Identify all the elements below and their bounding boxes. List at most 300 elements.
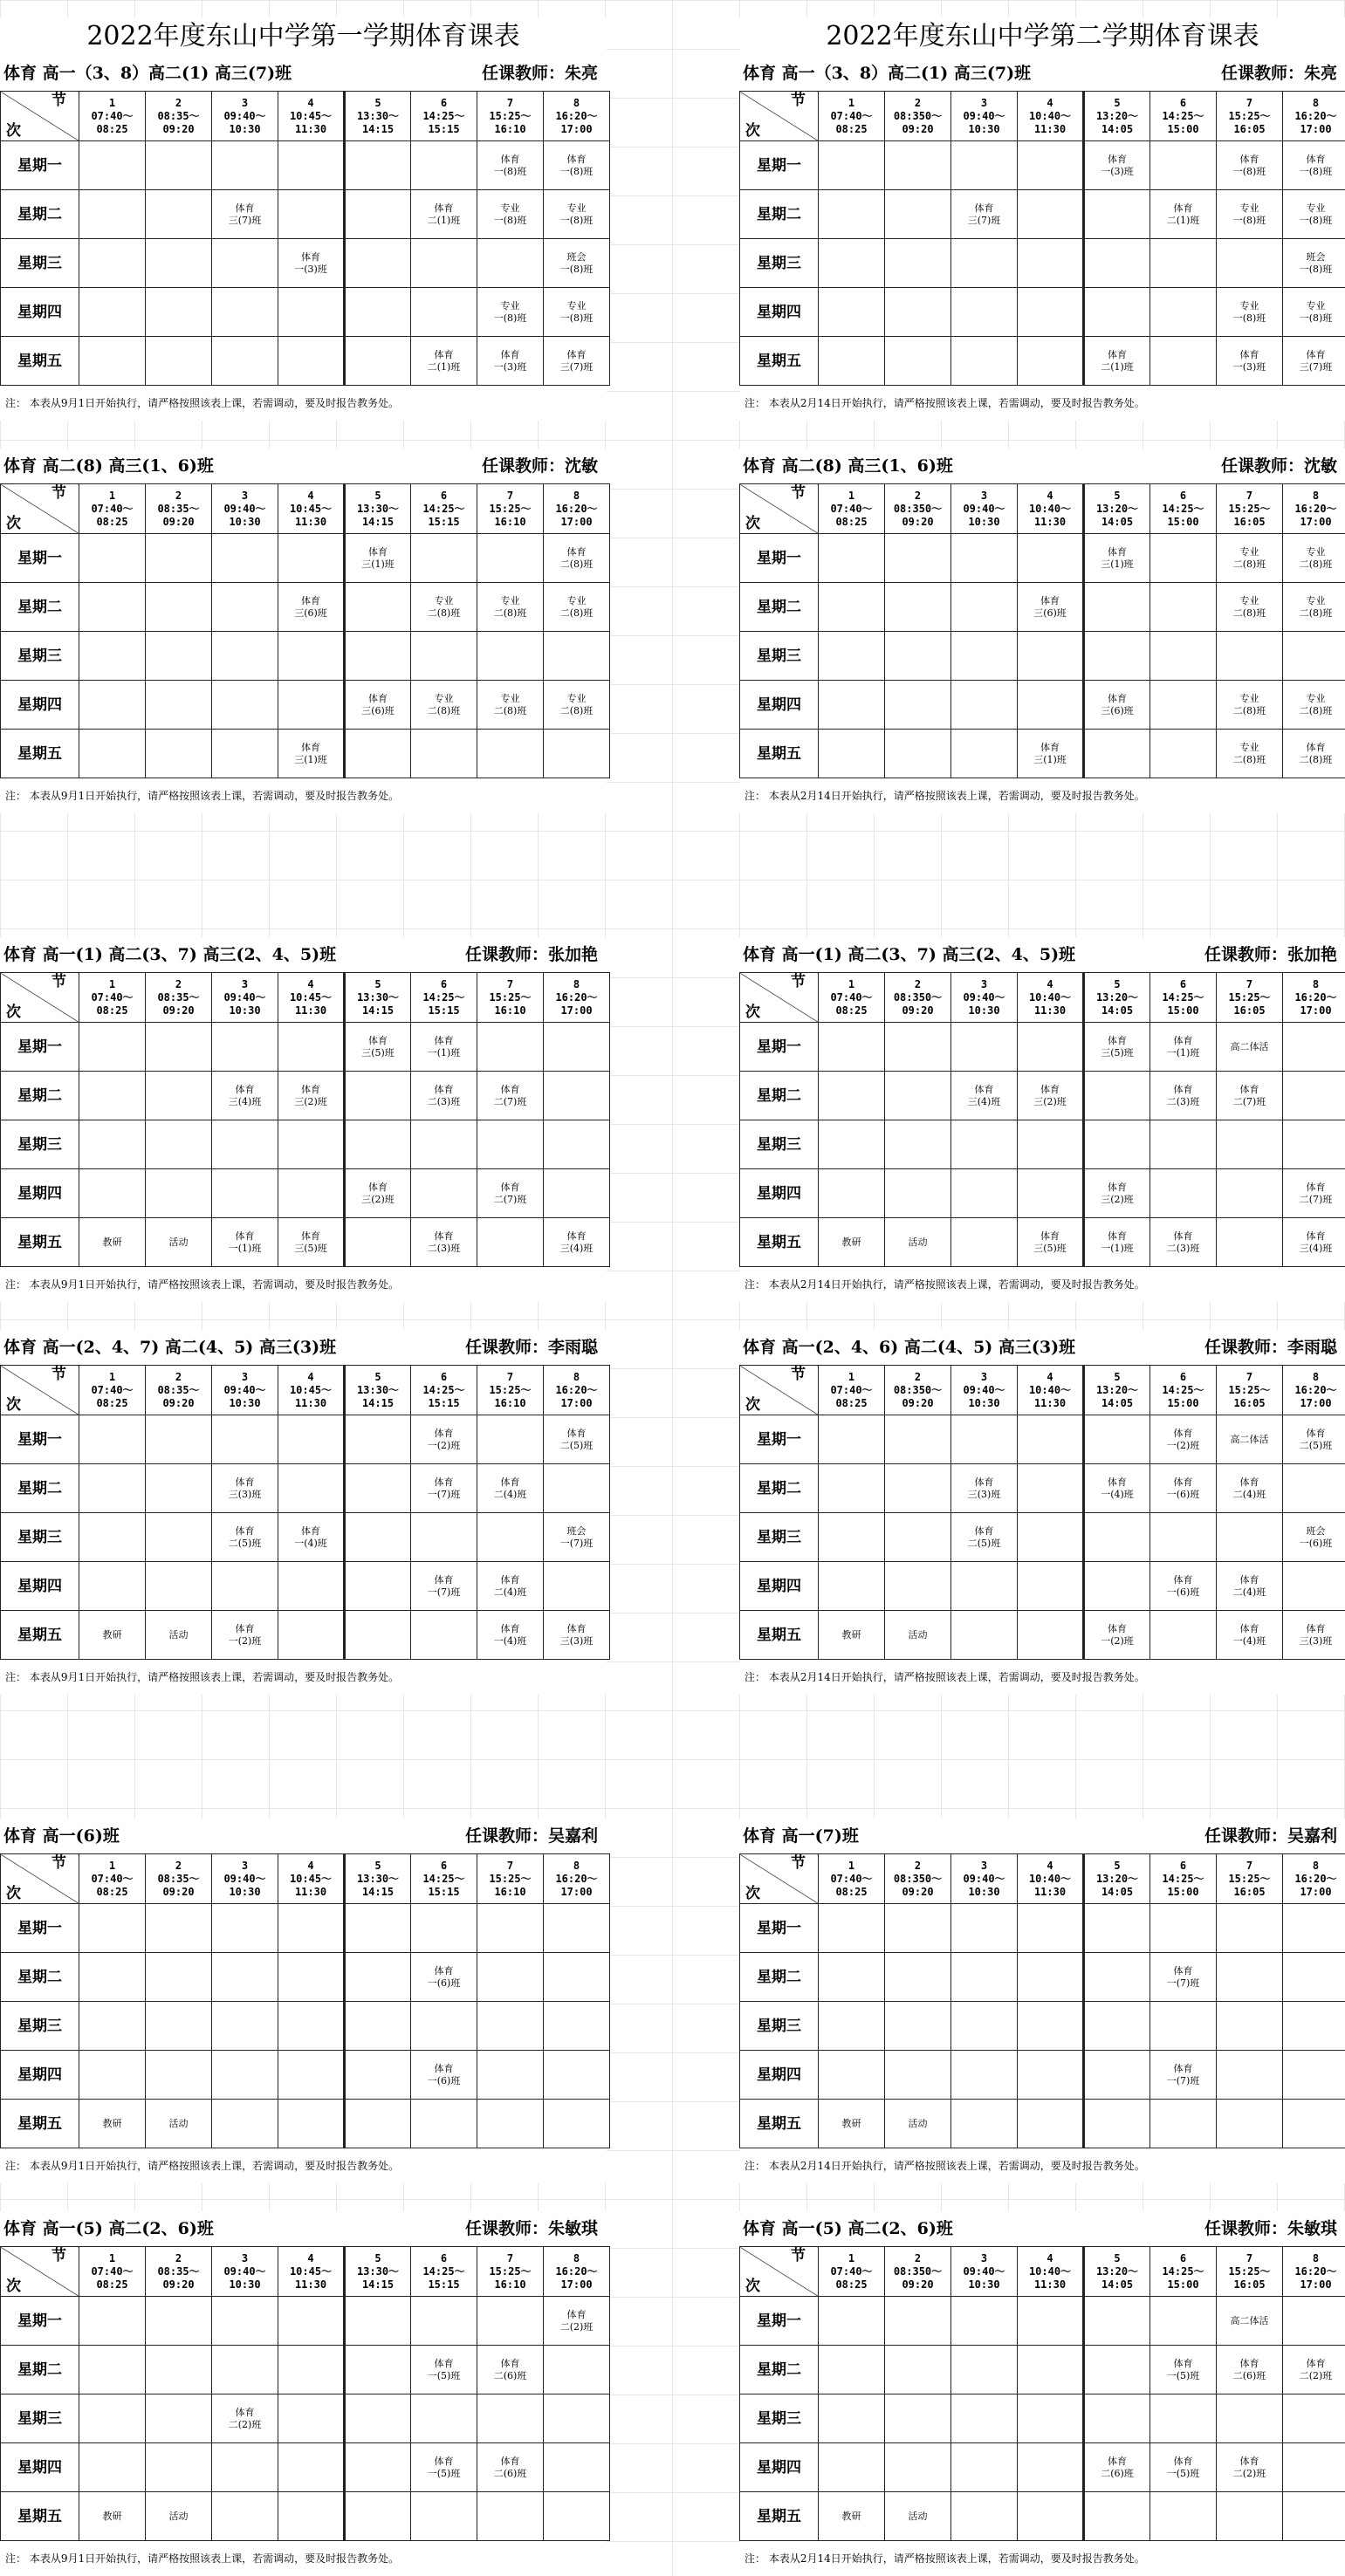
lesson-cell [819, 1953, 885, 2002]
corner-day-label: 次 [745, 1399, 760, 1412]
schedule-block [739, 1819, 1345, 2183]
lesson-cell [1018, 1023, 1084, 1072]
lesson-cell [885, 730, 951, 778]
period-header [1084, 92, 1150, 141]
lesson-cell [345, 1513, 411, 1562]
lesson-cell [1150, 288, 1217, 337]
lesson-cell [146, 681, 212, 730]
period-number: 8 [1283, 1860, 1345, 1873]
lesson-cell [146, 2297, 212, 2346]
lesson-cell: 体育 一(2)班 [212, 1611, 278, 1660]
lesson-cell [544, 1464, 610, 1513]
lesson-cell [951, 1023, 1018, 1072]
schedule-block [0, 1819, 607, 2183]
period-time: 15:25～ 16:10 [477, 1873, 543, 1899]
period-number: 4 [278, 490, 343, 503]
lesson-cell [1283, 2492, 1345, 2541]
corner-period-label: 节 [51, 94, 66, 107]
lesson-cell [79, 1120, 146, 1169]
lesson-cell [79, 681, 146, 730]
period-header [819, 2247, 885, 2297]
day-row [1, 1218, 610, 1267]
lesson-cell [819, 288, 885, 337]
period-time: 08:35～ 09:20 [146, 2265, 211, 2292]
lesson-cell [278, 141, 345, 190]
timetable [0, 91, 610, 386]
lesson-cell [278, 1120, 345, 1169]
lesson-cell: 体育 二(1)班 [1150, 190, 1217, 239]
period-header [278, 484, 345, 534]
lesson-cell [477, 730, 544, 778]
day-row [740, 1415, 1345, 1464]
schedule-note: 注： 本表从9月1日开始执行，请严格按照该表上课，若需调动，要及时报告教务处。 [0, 386, 607, 421]
lesson-cell [1283, 1023, 1345, 1072]
lesson-cell: 专业 二(8)班 [411, 583, 477, 632]
lesson-cell: 活动 [146, 2492, 212, 2541]
class-list: 体育 高一(6)班 [3, 1819, 120, 1853]
lesson-cell: 体育 一(3)班 [1217, 337, 1283, 386]
corner-period-label: 节 [791, 976, 806, 989]
teacher-name: 任课教师：吴嘉利 [1204, 1819, 1337, 1853]
period-number: 2 [885, 2252, 950, 2265]
lesson-cell [79, 2443, 146, 2492]
period-header [477, 1854, 544, 1904]
period-number: 2 [885, 1371, 950, 1384]
day-row [1, 1562, 610, 1611]
period-number: 8 [1283, 978, 1345, 991]
day-row [740, 239, 1345, 288]
period-number: 3 [951, 978, 1017, 991]
period-number: 8 [1283, 490, 1345, 503]
period-header [477, 92, 544, 141]
period-time: 13:30～ 14:15 [346, 991, 410, 1017]
lesson-cell: 班会 一(8)班 [544, 239, 610, 288]
day-label: 星期四 [1, 1169, 79, 1218]
lesson-cell: 体育 二(3)班 [411, 1072, 477, 1120]
lesson-cell [1018, 1464, 1084, 1513]
lesson-cell [1150, 681, 1217, 730]
lesson-cell [1018, 2394, 1084, 2443]
day-label: 星期二 [1, 1464, 79, 1513]
period-time: 10:45～ 11:30 [278, 110, 343, 136]
day-row [740, 1562, 1345, 1611]
period-time: 14:25～ 15:15 [411, 2265, 477, 2292]
lesson-cell [819, 190, 885, 239]
period-header-row [1, 2247, 610, 2297]
period-time: 14:25～ 15:00 [1150, 991, 1216, 1017]
lesson-cell [146, 730, 212, 778]
sheet-title: 2022年度东山中学第二学期体育课表 [739, 17, 1345, 56]
lesson-cell [1084, 2492, 1150, 2541]
lesson-cell [544, 1023, 610, 1072]
lesson-cell: 体育 一(8)班 [544, 141, 610, 190]
period-header [1084, 1854, 1150, 1904]
day-row [740, 2297, 1345, 2346]
period-time: 10:45～ 11:30 [278, 1384, 343, 1410]
lesson-cell [212, 1415, 278, 1464]
lesson-cell [212, 1904, 278, 1953]
period-time: 13:30～ 14:15 [346, 110, 410, 136]
period-number: 4 [278, 2252, 343, 2265]
lesson-cell [345, 2051, 411, 2100]
lesson-cell: 体育 一(3)班 [477, 337, 544, 386]
period-header-row [1, 484, 610, 534]
corner-day-label: 次 [6, 1887, 21, 1901]
period-number: 6 [411, 490, 477, 503]
period-header-row [1, 1854, 610, 1904]
lesson-cell [544, 2100, 610, 2148]
corner-day-label: 次 [745, 125, 760, 138]
lesson-cell [819, 2051, 885, 2100]
lesson-cell: 专业 二(8)班 [1283, 583, 1345, 632]
day-row [1, 2394, 610, 2443]
period-header [1217, 92, 1283, 141]
period-number: 8 [544, 978, 609, 991]
period-header [1084, 973, 1150, 1023]
period-number: 7 [477, 2252, 543, 2265]
day-row [740, 2051, 1345, 2100]
lesson-cell [278, 2346, 345, 2394]
lesson-cell [951, 1562, 1018, 1611]
lesson-cell [1084, 1562, 1150, 1611]
day-row [740, 1464, 1345, 1513]
period-number: 7 [477, 1371, 543, 1384]
lesson-cell [212, 239, 278, 288]
period-number: 8 [544, 2252, 609, 2265]
lesson-cell [1283, 2002, 1345, 2051]
day-row [740, 1023, 1345, 1072]
schedule-note: 注： 本表从9月1日开始执行，请严格按照该表上课，若需调动，要及时报告教务处。 [0, 1660, 607, 1695]
lesson-cell [885, 1562, 951, 1611]
lesson-cell [1150, 1120, 1217, 1169]
period-number: 6 [1150, 490, 1216, 503]
class-list: 体育 高一(2、4、6) 高二(4、5) 高三(3)班 [743, 1330, 1075, 1365]
lesson-cell: 体育 二(6)班 [477, 2443, 544, 2492]
period-number: 4 [1018, 2252, 1082, 2265]
lesson-cell: 体育 三(6)班 [345, 681, 411, 730]
corner-period-label: 节 [791, 1857, 806, 1870]
lesson-cell: 体育 一(1)班 [411, 1023, 477, 1072]
period-header [1217, 2247, 1283, 2297]
period-number: 2 [885, 978, 950, 991]
lesson-cell [819, 534, 885, 583]
day-row [1, 1023, 610, 1072]
lesson-cell [819, 681, 885, 730]
lesson-cell: 体育 二(1)班 [411, 337, 477, 386]
lesson-cell [1084, 1072, 1150, 1120]
period-number: 7 [1217, 2252, 1282, 2265]
period-time: 08:35～ 09:20 [146, 1873, 211, 1899]
day-row [740, 1218, 1345, 1267]
period-header [345, 1366, 411, 1415]
period-number: 1 [819, 1371, 884, 1384]
lesson-cell: 体育 二(6)班 [1217, 2346, 1283, 2394]
timetable [0, 483, 610, 778]
period-header [411, 1366, 477, 1415]
lesson-cell [819, 1904, 885, 1953]
corner-period-label: 节 [51, 976, 66, 989]
corner-period-label: 节 [791, 94, 806, 107]
period-number: 2 [146, 978, 211, 991]
period-number: 1 [79, 1371, 145, 1384]
class-list: 体育 高一（3、8）高二(1) 高三(7)班 [3, 56, 292, 91]
lesson-cell [212, 2002, 278, 2051]
day-row [1, 2346, 610, 2394]
period-header [1217, 973, 1283, 1023]
day-row [740, 1072, 1345, 1120]
period-time: 10:40～ 11:30 [1018, 991, 1082, 1017]
period-time: 16:20～ 17:00 [1283, 991, 1345, 1017]
lesson-cell: 体育 二(2)班 [212, 2394, 278, 2443]
period-time: 15:25～ 16:05 [1217, 1384, 1282, 1410]
lesson-cell [477, 1023, 544, 1072]
lesson-cell [146, 2346, 212, 2394]
schedule-block [739, 56, 1345, 421]
lesson-cell [345, 1218, 411, 1267]
day-label: 星期三 [740, 239, 819, 288]
lesson-cell [146, 141, 212, 190]
lesson-cell [819, 1023, 885, 1072]
period-header [951, 2247, 1018, 2297]
period-number: 4 [278, 97, 343, 110]
lesson-cell [411, 2394, 477, 2443]
day-row [1, 2443, 610, 2492]
lesson-cell [1018, 1904, 1084, 1953]
day-label: 星期四 [740, 1562, 819, 1611]
block-header [0, 2211, 607, 2246]
period-time: 14:25～ 15:15 [411, 991, 477, 1017]
lesson-cell [1018, 239, 1084, 288]
day-row [740, 1513, 1345, 1562]
day-label: 星期四 [740, 288, 819, 337]
day-label: 星期四 [1, 288, 79, 337]
period-header [1150, 1854, 1217, 1904]
day-label: 星期三 [740, 2394, 819, 2443]
period-header-row [1, 92, 610, 141]
schedule-block [739, 937, 1345, 1302]
lesson-cell: 体育 三(7)班 [544, 337, 610, 386]
lesson-cell: 体育 二(5)班 [544, 1415, 610, 1464]
timetable [739, 972, 1345, 1267]
lesson-cell [79, 1023, 146, 1072]
lesson-cell [278, 1953, 345, 2002]
period-header [79, 973, 146, 1023]
period-number: 8 [1283, 2252, 1345, 2265]
period-header [1217, 1854, 1283, 1904]
period-number: 5 [1085, 978, 1149, 991]
day-row [740, 534, 1345, 583]
lesson-cell [1150, 1513, 1217, 1562]
period-number: 1 [819, 490, 884, 503]
lesson-cell [1084, 1953, 1150, 2002]
lesson-cell [1217, 2492, 1283, 2541]
lesson-cell: 体育 三(5)班 [278, 1218, 345, 1267]
day-label: 星期一 [1, 1415, 79, 1464]
period-header [544, 92, 610, 141]
period-time: 07:40～ 08:25 [819, 991, 884, 1017]
period-header [345, 484, 411, 534]
day-label: 星期三 [1, 2394, 79, 2443]
lesson-cell [212, 534, 278, 583]
lesson-cell [345, 1904, 411, 1953]
corner-day-label: 次 [745, 2280, 760, 2293]
lesson-cell [885, 583, 951, 632]
lesson-cell [951, 534, 1018, 583]
schedule-block [0, 449, 607, 813]
lesson-cell [278, 1464, 345, 1513]
day-label: 星期二 [1, 190, 79, 239]
period-number: 6 [411, 97, 477, 110]
lesson-cell [1217, 1218, 1283, 1267]
period-number: 2 [146, 2252, 211, 2265]
day-row [1, 2297, 610, 2346]
period-header [1283, 1854, 1345, 1904]
schedule-note: 注： 本表从2月14日开始执行，请严格按照该表上课，若需调动，要及时报告教务处。 [739, 2148, 1345, 2183]
period-number: 1 [79, 978, 145, 991]
period-time: 08:35～ 09:20 [146, 503, 211, 529]
lesson-cell [1283, 1120, 1345, 1169]
day-label: 星期二 [1, 2346, 79, 2394]
lesson-cell [1150, 1611, 1217, 1660]
lesson-cell [146, 2394, 212, 2443]
period-header-row [740, 1854, 1345, 1904]
lesson-cell [345, 1464, 411, 1513]
day-row [740, 583, 1345, 632]
lesson-cell: 体育 三(6)班 [1084, 681, 1150, 730]
corner-cell [740, 92, 819, 141]
period-header [278, 92, 345, 141]
day-row [1, 583, 610, 632]
schedule-block [739, 449, 1345, 813]
period-time: 08:350～ 09:20 [885, 503, 950, 529]
period-header [345, 2247, 411, 2297]
lesson-cell [411, 1904, 477, 1953]
period-number: 2 [146, 490, 211, 503]
lesson-cell [345, 1415, 411, 1464]
lesson-cell [885, 2002, 951, 2051]
schedule-block [0, 1330, 607, 1695]
period-header [146, 484, 212, 534]
timetable [739, 2246, 1345, 2541]
lesson-cell [1217, 2002, 1283, 2051]
period-number: 7 [1217, 978, 1282, 991]
period-time: 16:20～ 17:00 [1283, 1384, 1345, 1410]
lesson-cell: 体育 一(3)班 [1084, 141, 1150, 190]
lesson-cell: 体育 二(7)班 [477, 1072, 544, 1120]
lesson-cell [477, 1513, 544, 1562]
lesson-cell [1018, 632, 1084, 681]
day-label: 星期五 [740, 2492, 819, 2541]
day-label: 星期一 [1, 2297, 79, 2346]
lesson-cell [79, 1904, 146, 1953]
period-time: 07:40～ 08:25 [79, 1384, 145, 1410]
period-header [411, 92, 477, 141]
period-header [1084, 484, 1150, 534]
lesson-cell [345, 2492, 411, 2541]
lesson-cell [278, 2394, 345, 2443]
period-header [1084, 2247, 1150, 2297]
period-time: 10:45～ 11:30 [278, 1873, 343, 1899]
timetable [739, 1853, 1345, 2148]
period-number: 1 [819, 97, 884, 110]
lesson-cell [885, 1464, 951, 1513]
lesson-cell [544, 2394, 610, 2443]
lesson-cell [212, 337, 278, 386]
lesson-cell: 教研 [79, 2492, 146, 2541]
lesson-cell [345, 583, 411, 632]
lesson-cell [146, 1023, 212, 1072]
period-time: 16:20～ 17:00 [544, 991, 609, 1017]
day-row [1, 1513, 610, 1562]
period-time: 13:30～ 14:15 [346, 1384, 410, 1410]
lesson-cell: 教研 [79, 1611, 146, 1660]
period-header [411, 484, 477, 534]
lesson-cell [212, 681, 278, 730]
lesson-cell [819, 2394, 885, 2443]
lesson-cell [1283, 1072, 1345, 1120]
lesson-cell: 体育 二(3)班 [411, 1218, 477, 1267]
period-number: 4 [1018, 978, 1082, 991]
period-number: 2 [146, 1371, 211, 1384]
lesson-cell: 专业 二(8)班 [1283, 681, 1345, 730]
lesson-cell: 体育 三(5)班 [1018, 1218, 1084, 1267]
lesson-cell [212, 2051, 278, 2100]
lesson-cell: 体育 三(3)班 [544, 1611, 610, 1660]
lesson-cell [212, 1953, 278, 2002]
lesson-cell [278, 2100, 345, 2148]
period-number: 4 [278, 1860, 343, 1873]
lesson-cell [1084, 1513, 1150, 1562]
lesson-cell [345, 190, 411, 239]
period-header [79, 1366, 146, 1415]
lesson-cell [477, 632, 544, 681]
lesson-cell [477, 2100, 544, 2148]
lesson-cell: 体育 一(6)班 [411, 2051, 477, 2100]
lesson-cell [544, 730, 610, 778]
period-time: 13:20～ 14:05 [1085, 991, 1149, 1017]
corner-cell [740, 973, 819, 1023]
period-time: 08:350～ 09:20 [885, 1384, 950, 1410]
lesson-cell: 体育 一(8)班 [1217, 141, 1283, 190]
timetable [739, 483, 1345, 778]
period-header [411, 2247, 477, 2297]
period-number: 5 [346, 978, 410, 991]
lesson-cell [345, 1611, 411, 1660]
lesson-cell [411, 288, 477, 337]
day-row [1, 2002, 610, 2051]
lesson-cell [345, 730, 411, 778]
lesson-cell: 体育 一(7)班 [411, 1464, 477, 1513]
period-header [819, 92, 885, 141]
period-header [146, 1366, 212, 1415]
timetable [739, 91, 1345, 386]
lesson-cell [79, 1415, 146, 1464]
lesson-cell [885, 1072, 951, 1120]
period-header [819, 484, 885, 534]
lesson-cell [146, 1513, 212, 1562]
period-number: 5 [346, 2252, 410, 2265]
period-time: 10:45～ 11:30 [278, 991, 343, 1017]
period-time: 15:25～ 16:05 [1217, 991, 1282, 1017]
lesson-cell [146, 1953, 212, 2002]
period-number: 6 [411, 978, 477, 991]
period-header [951, 973, 1018, 1023]
period-number: 3 [212, 490, 278, 503]
lesson-cell [1150, 2492, 1217, 2541]
period-time: 14:25～ 15:00 [1150, 1384, 1216, 1410]
lesson-cell [278, 2002, 345, 2051]
lesson-cell: 体育 三(4)班 [212, 1072, 278, 1120]
